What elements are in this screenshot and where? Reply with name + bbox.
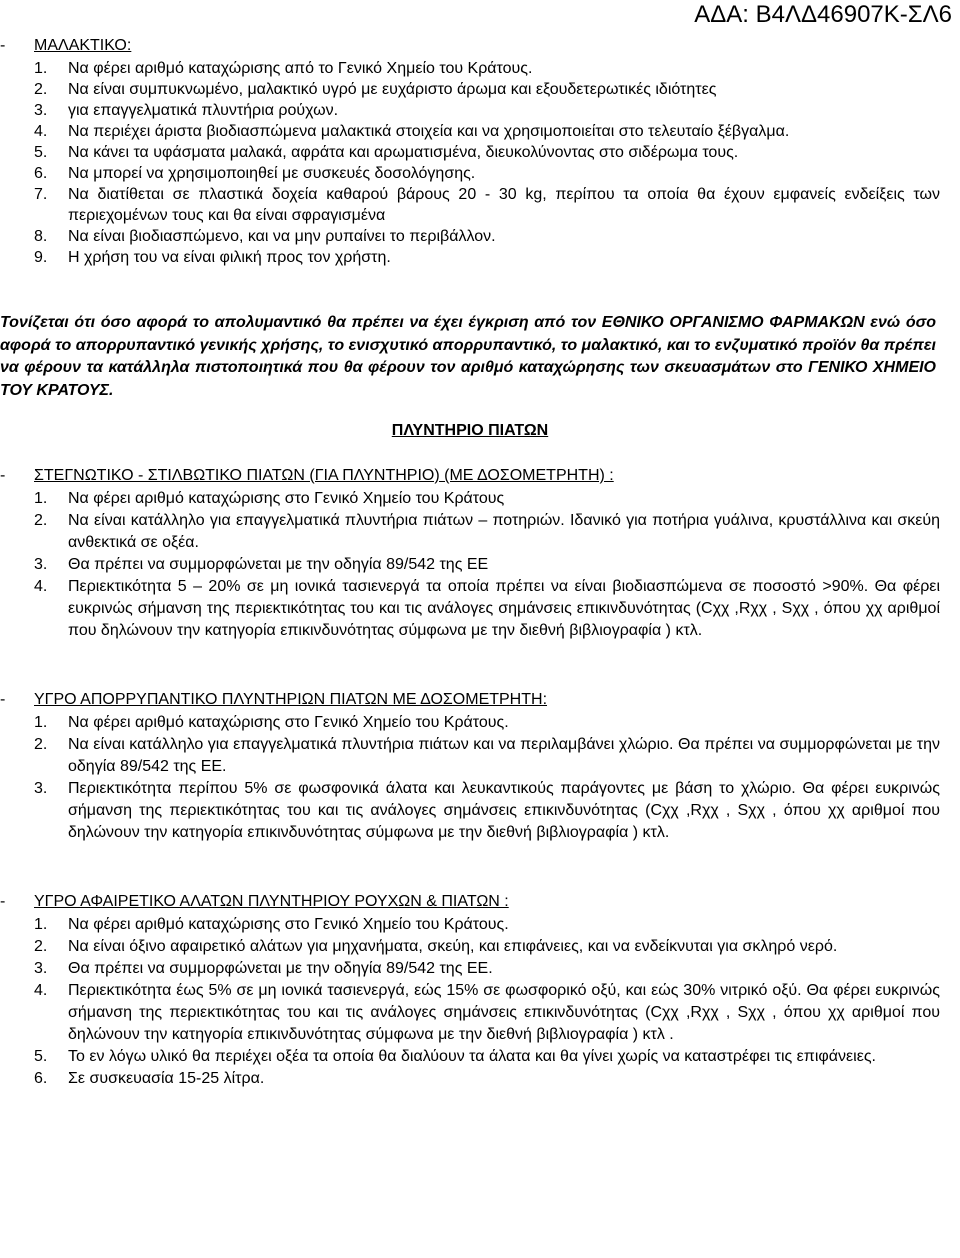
notice-paragraph: Τονίζεται ότι όσο αφορά το απολυμαντικό θα πρέπει να έχει έγκριση από τον ΕΘΝΙΚΟ ΟΡΓΑΝΙΣΜΟ ΦΑΡΜΑΚΩΝ ενώ όσο αφορά το απορρυπαντικό γενικής χρήσης, το ενισχυτικό απορρυπαντικό, το μαλακτικό, και το ενζυματικό προϊόν θα πρέπει να φέρουν τα κατάλληλα πιστοποιητικά που θα φέρουν τον αριθμό καταχώρησης των σκευασμάτων στο ΓΕΝΙΚΟ ΧΗΜΕΙΟ ΤΟΥ ΚΡΑΤΟΥΣ.	[0, 314, 936, 399]
list-item	[0, 142, 940, 163]
list-item-number: 2.	[34, 736, 48, 753]
list-item	[0, 247, 940, 268]
list-item	[0, 712, 940, 734]
softener-section	[0, 34, 940, 268]
list-item-text: Θα πρέπει να συμμορφώνεται με την οδηγία 89/542 της ΕΕ	[68, 556, 489, 573]
list-item-text: Να είναι κατάλληλο για επαγγελματικά πλυντήρια πιάτων και να περιλαμβάνει χλώριο. Θα πρέπει να συμμορφώνεται με την οδηγία 89/542 της ΕΕ.	[68, 736, 940, 775]
dishwasher-title: ΠΛΥΝΤΗΡΙΟ ΠΙΑΤΩΝ	[391, 422, 549, 439]
list-item-number: 2.	[34, 81, 48, 98]
list-item	[0, 163, 940, 184]
list-item-text: Να φέρει αριθμό καταχώρισης στο Γενικό Χημείο του Κράτους.	[68, 916, 509, 933]
list-item-number: 3.	[34, 102, 48, 119]
list-item-number: 6.	[34, 165, 48, 182]
list-item-number: 9.	[34, 249, 48, 266]
section-title: ΥΓΡΟ ΑΠΟΡΡΥΠΑΝΤΙΚΟ ΠΛΥΝΤΗΡΙΩΝ ΠΙΑΤΩΝ ΜΕ ΔΟΣΟΜΕΤΡΗΤΗ:	[34, 691, 548, 708]
list-item-text: Να είναι βιοδιασπώμενο, και να μην ρυπαίνει το περιβάλλον.	[68, 228, 496, 245]
list-item-text: Περιεκτικότητα έως 5% σε μη ιονικά τασιενεργά, εώς 15% σε φωσφορικό οξύ, και εώς 30% νιτρικό οξύ. Θα φέρει ευκρινώς σήμανση της περιεκτικότητας του και τις ανάλογες σημάνσεις επικινδυνότητας (Cχχ ,Rχχ , Sχχ , όπου χχ αριθμοί που δηλώνουν την κατηγορία επικινδυνότητας σύμφωνα με την διεθνή βιβλιογραφία ) κτλ .	[68, 982, 941, 1043]
list-item-text: Να φέρει αριθμό καταχώρισης από το Γενικό Χημείο του Κράτους.	[68, 60, 533, 77]
list-item-number: 5.	[34, 144, 48, 161]
dash-marker: -	[0, 37, 6, 54]
descaler-list	[0, 914, 940, 1090]
list-item-number: 1.	[34, 916, 48, 933]
list-item-number: 4.	[34, 123, 48, 140]
dash-marker: -	[0, 893, 6, 910]
list-item-number: 3.	[34, 780, 48, 797]
list-item-text: Η χρήση του να είναι φιλική προς τον χρήστη.	[68, 249, 391, 266]
list-item-number: 1.	[34, 490, 48, 507]
section-title: ΜΑΛΑΚΤΙΚΟ:	[34, 37, 132, 54]
list-item-number: 7.	[34, 186, 48, 203]
dash-marker: -	[0, 467, 6, 484]
section-heading	[0, 890, 940, 914]
list-item	[0, 936, 940, 958]
list-item-text: Να είναι κατάλληλο για επαγγελματικά πλυντήρια πιάτων – ποτηριών. Ιδανικό για ποτήρια γυάλινα, κρυστάλλινα και σκεύη ανθεκτικά σε οξέα.	[68, 512, 940, 551]
list-item	[0, 778, 940, 844]
section-title: ΥΓΡΟ ΑΦΑΙΡΕΤΙΚΟ ΑΛΑΤΩΝ ΠΛΥΝΤΗΡΙΟΥ ΡΟΥΧΩΝ & ΠΙΑΤΩΝ :	[34, 893, 509, 910]
list-item	[0, 100, 940, 121]
document-ada-code: ΑΔΑ: Β4ΛΔ46907Κ-ΣΛ6	[694, 1, 952, 28]
list-item	[0, 980, 940, 1046]
list-item-text: Να μπορεί να χρησιμοποιηθεί με συσκευές δοσολόγησης.	[68, 165, 476, 182]
detergent-list	[0, 712, 940, 844]
list-item-number: 1.	[34, 60, 48, 77]
list-item-text: Να περιέχει άριστα βιοδιασπώμενα μαλακτικά στοιχεία και να χρησιμοποιείται στο τελευταίο ξέβγαλμα.	[68, 123, 790, 140]
softener-list	[0, 58, 940, 268]
rinse-aid-section	[0, 464, 940, 642]
list-item	[0, 1068, 940, 1090]
list-item-text: Θα πρέπει να συμμορφώνεται με την οδηγία 89/542 της ΕΕ.	[68, 960, 493, 977]
list-item	[0, 914, 940, 936]
list-item-text: Να είναι όξινο αφαιρετικό αλάτων για μηχανήματα, σκεύη, και επιφάνειες, και να ενδείκνυται για σκληρό νερό.	[68, 938, 838, 955]
list-item-number: 3.	[34, 556, 48, 573]
list-item-text: Το εν λόγω υλικό θα περιέχει οξέα τα οποία θα διαλύουν τα άλατα και θα γίνει χωρίς να καταστρέφει τις επιφάνειες.	[68, 1048, 876, 1065]
list-item	[0, 79, 940, 100]
dash-marker: -	[0, 691, 6, 708]
list-item-number: 3.	[34, 960, 48, 977]
detergent-section	[0, 688, 940, 844]
list-item-text: Να κάνει τα υφάσματα μαλακά, αφράτα και αρωματισμένα, διευκολύνοντας στο σιδέρωμα τους.	[68, 144, 739, 161]
list-item-number: 2.	[34, 938, 48, 955]
list-item-number: 8.	[34, 228, 48, 245]
list-item	[0, 1046, 940, 1068]
list-item	[0, 184, 940, 226]
list-item	[0, 488, 940, 510]
list-item	[0, 58, 940, 79]
list-item	[0, 958, 940, 980]
descaler-section	[0, 890, 940, 1090]
list-item	[0, 226, 940, 247]
section-heading	[0, 34, 940, 58]
section-title: ΣΤΕΓΝΩΤΙΚΟ - ΣΤΙΛΒΩΤΙΚΟ ΠΙΑΤΩΝ (ΓΙΑ ΠΛΥΝΤΗΡΙΟ) (ΜΕ ΔΟΣΟΜΕΤΡΗΤΗ) :	[34, 467, 614, 484]
list-item-text: Σε συσκευασία 15-25 λίτρα.	[68, 1070, 265, 1087]
list-item-text: Να είναι συμπυκνωμένο, μαλακτικό υγρό με ευχάριστο άρωμα και εξουδετερωτικές ιδιότητες	[68, 81, 717, 98]
list-item	[0, 510, 940, 554]
list-item-text: Περιεκτικότητα 5 – 20% σε μη ιονικά τασιενεργά τα οποία πρέπει να είναι βιοδιασπώμενα σε ποσοστό >90%. Θα φέρει ευκρινώς σήμανση της περιεκτικότητας του και τις ανάλογες σημάνσεις επικινδυνότητας (Cχχ ,Rχχ , Sχχ , όπου χχ αριθμοί που δηλώνουν την κατηγορία επικινδυνότητας σύμφωνα με την διεθνή βιβλιογραφία ) κτλ.	[68, 578, 940, 639]
list-item	[0, 734, 940, 778]
document-page	[0, 34, 940, 1090]
list-item	[0, 554, 940, 576]
list-item-text: Να διατίθεται σε πλαστικά δοχεία καθαρού βάρους 20 - 30 kg, περίπου τα οποία θα έχουν εμφανείς ενδείξεις των περιεχομένων τους και θα είναι σφραγισμένα	[68, 186, 940, 224]
list-item-text: για επαγγελματικά πλυντήρια ρούχων.	[68, 102, 339, 119]
list-item-number: 6.	[34, 1070, 48, 1087]
list-item-text: Να φέρει αριθμό καταχώρισης στο Γενικό Χημείο του Κράτους	[68, 490, 505, 507]
list-item-number: 1.	[34, 714, 48, 731]
list-item-number: 2.	[34, 512, 48, 529]
list-item-text: Να φέρει αριθμό καταχώρισης στο Γενικό Χημείο του Κράτους.	[68, 714, 509, 731]
list-item-number: 4.	[34, 982, 48, 999]
rinse-aid-list	[0, 488, 940, 642]
list-item-text: Περιεκτικότητα περίπου 5% σε φωσφονικά άλατα και λευκαντικούς παράγοντες με βάση το χλώριο. Θα φέρει ευκρινώς σήμανση της περιεκτικότητας του και τις ανάλογες σημάνσεις επικινδυνότητας (Cχχ ,Rχχ , Sχχ , όπου χχ αριθμοί που δηλώνουν την κατηγορία επικινδυνότητας σύμφωνα με την διεθνή βιβλιογραφία ) κτλ.	[68, 780, 941, 841]
list-item	[0, 576, 940, 642]
section-heading	[0, 688, 940, 712]
list-item-number: 5.	[34, 1048, 48, 1065]
list-item	[0, 121, 940, 142]
list-item-number: 4.	[34, 578, 48, 595]
section-heading	[0, 464, 940, 488]
